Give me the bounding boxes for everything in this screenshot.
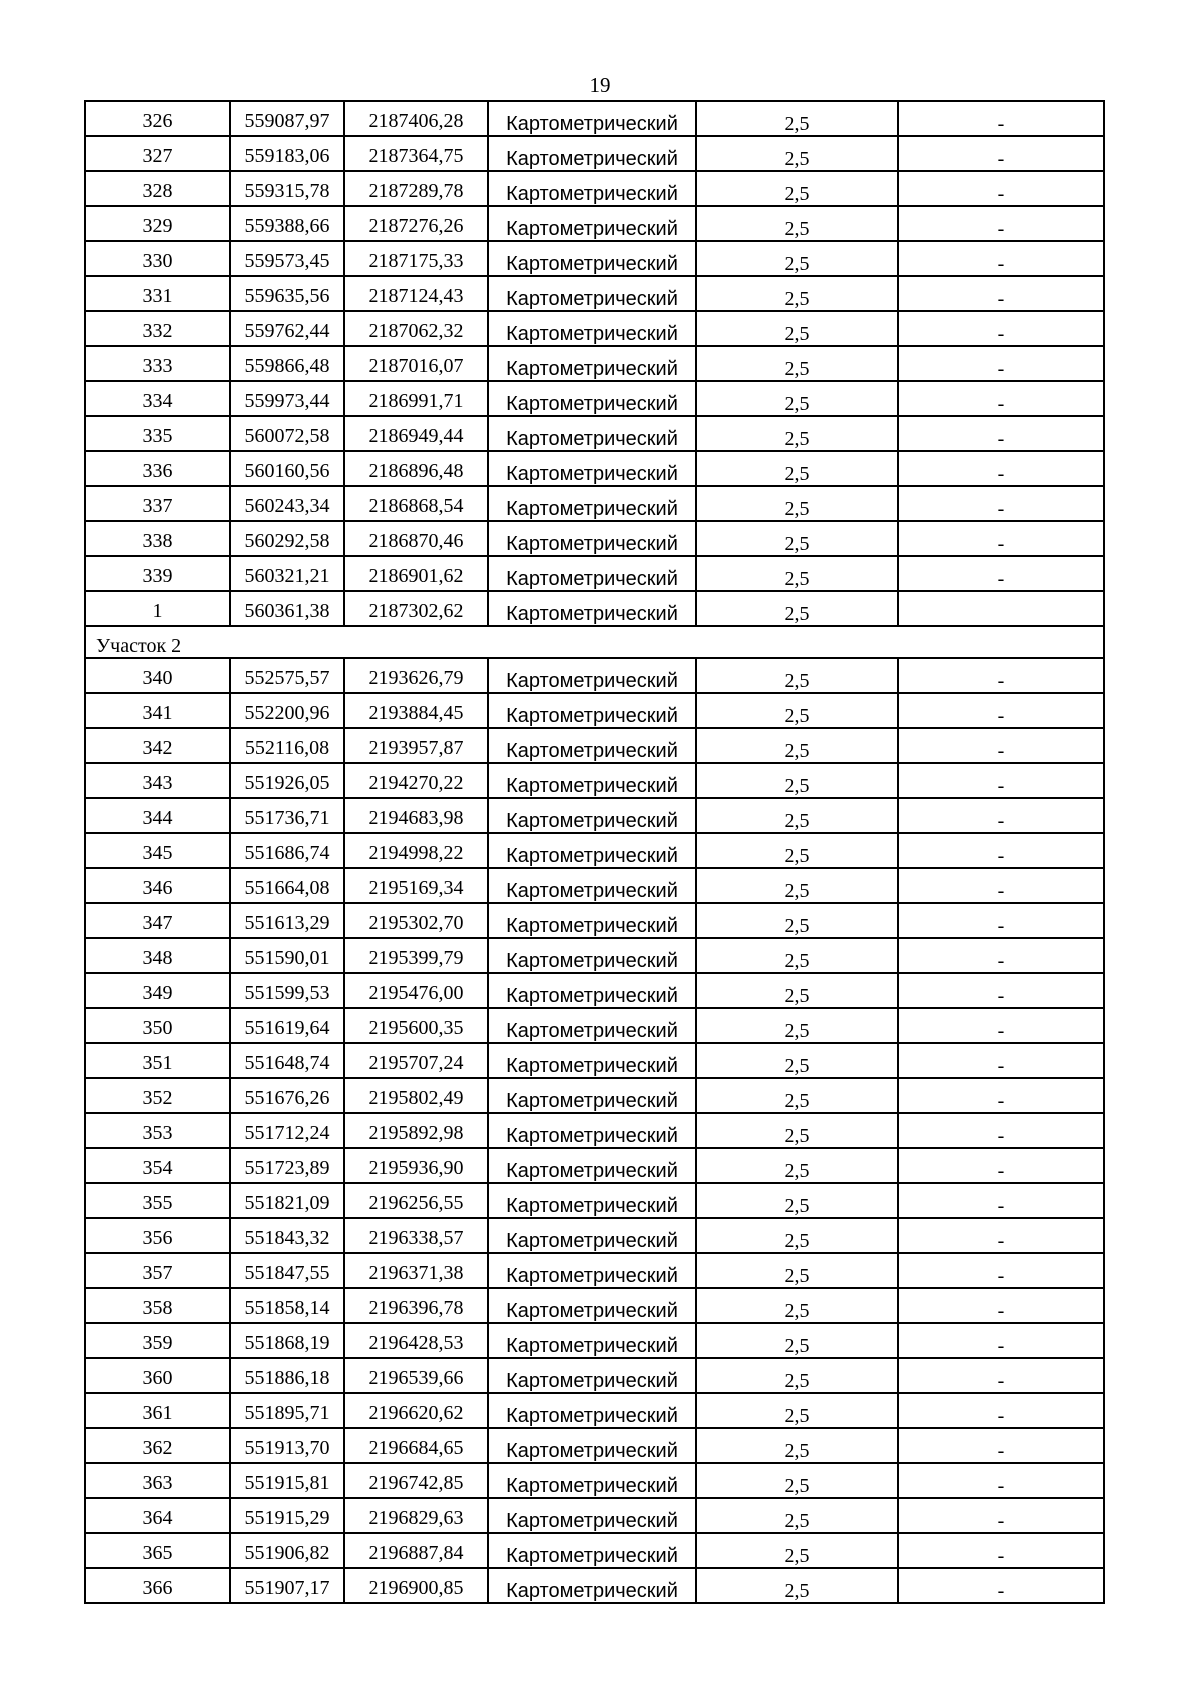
note-cell: -: [898, 346, 1104, 381]
error-cell: 2,5: [696, 381, 898, 416]
table-row: [85, 591, 1104, 626]
x-coordinate-cell: 560321,21: [230, 556, 344, 591]
table-row: [85, 1008, 1104, 1043]
x-coordinate-cell: 560072,58: [230, 416, 344, 451]
error-cell: 2,5: [696, 1533, 898, 1568]
method-cell: Картометрический: [488, 1533, 696, 1568]
x-coordinate-cell: 551906,82: [230, 1533, 344, 1568]
note-cell: -: [898, 1148, 1104, 1183]
table-row: [85, 868, 1104, 903]
error-cell: 2,5: [696, 693, 898, 728]
table-row: [85, 903, 1104, 938]
note-cell: -: [898, 1568, 1104, 1603]
error-cell: 2,5: [696, 763, 898, 798]
error-cell: 2,5: [696, 521, 898, 556]
method-cell: Картометрический: [488, 241, 696, 276]
table-row: [85, 521, 1104, 556]
y-coordinate-cell: 2187289,78: [344, 171, 488, 206]
error-cell: 2,5: [696, 1253, 898, 1288]
y-coordinate-cell: 2187364,75: [344, 136, 488, 171]
x-coordinate-cell: 560160,56: [230, 451, 344, 486]
point-number-cell: 342: [85, 728, 230, 763]
y-coordinate-cell: 2186896,48: [344, 451, 488, 486]
x-coordinate-cell: 551686,74: [230, 833, 344, 868]
x-coordinate-cell: 551915,81: [230, 1463, 344, 1498]
x-coordinate-cell: 560292,58: [230, 521, 344, 556]
point-number-cell: 347: [85, 903, 230, 938]
coordinates-table: [84, 100, 1105, 1604]
error-cell: 2,5: [696, 658, 898, 693]
table-row: [85, 1428, 1104, 1463]
error-cell: 2,5: [696, 1463, 898, 1498]
x-coordinate-cell: 551599,53: [230, 973, 344, 1008]
method-cell: Картометрический: [488, 693, 696, 728]
note-cell: -: [898, 693, 1104, 728]
y-coordinate-cell: 2196742,85: [344, 1463, 488, 1498]
table-row: [85, 1533, 1104, 1568]
table-row: [85, 1498, 1104, 1533]
note-cell: -: [898, 1428, 1104, 1463]
point-number-cell: 335: [85, 416, 230, 451]
note-cell: -: [898, 556, 1104, 591]
method-cell: Картометрический: [488, 833, 696, 868]
error-cell: 2,5: [696, 728, 898, 763]
point-number-cell: 356: [85, 1218, 230, 1253]
point-number-cell: 358: [85, 1288, 230, 1323]
y-coordinate-cell: 2186991,71: [344, 381, 488, 416]
y-coordinate-cell: 2187175,33: [344, 241, 488, 276]
error-cell: 2,5: [696, 1218, 898, 1253]
note-cell: -: [898, 763, 1104, 798]
table-row: [85, 833, 1104, 868]
point-number-cell: 343: [85, 763, 230, 798]
method-cell: Картометрический: [488, 1323, 696, 1358]
x-coordinate-cell: 559087,97: [230, 101, 344, 136]
note-cell: -: [898, 1358, 1104, 1393]
point-number-cell: 326: [85, 101, 230, 136]
table-row: [85, 556, 1104, 591]
table-row: [85, 1043, 1104, 1078]
table-row: [85, 1568, 1104, 1603]
error-cell: 2,5: [696, 1183, 898, 1218]
method-cell: Картометрический: [488, 1498, 696, 1533]
table-row: [85, 241, 1104, 276]
point-number-cell: 354: [85, 1148, 230, 1183]
point-number-cell: 357: [85, 1253, 230, 1288]
note-cell: -: [898, 1533, 1104, 1568]
table-row: [85, 973, 1104, 1008]
method-cell: Картометрический: [488, 556, 696, 591]
x-coordinate-cell: 551821,09: [230, 1183, 344, 1218]
x-coordinate-cell: 551926,05: [230, 763, 344, 798]
point-number-cell: 366: [85, 1568, 230, 1603]
note-cell: -: [898, 276, 1104, 311]
point-number-cell: 334: [85, 381, 230, 416]
point-number-cell: 359: [85, 1323, 230, 1358]
method-cell: Картометрический: [488, 1463, 696, 1498]
error-cell: 2,5: [696, 451, 898, 486]
x-coordinate-cell: 551895,71: [230, 1393, 344, 1428]
table-row: [85, 1148, 1104, 1183]
point-number-cell: 332: [85, 311, 230, 346]
table-row: [85, 1218, 1104, 1253]
error-cell: 2,5: [696, 1113, 898, 1148]
note-cell: -: [898, 136, 1104, 171]
table-row: [85, 381, 1104, 416]
method-cell: Картометрический: [488, 1183, 696, 1218]
table-row: [85, 451, 1104, 486]
note-cell: -: [898, 728, 1104, 763]
y-coordinate-cell: 2196684,65: [344, 1428, 488, 1463]
method-cell: Картометрический: [488, 1288, 696, 1323]
error-cell: 2,5: [696, 1568, 898, 1603]
table-row: [85, 1358, 1104, 1393]
method-cell: Картометрический: [488, 416, 696, 451]
error-cell: 2,5: [696, 868, 898, 903]
error-cell: 2,5: [696, 346, 898, 381]
point-number-cell: 336: [85, 451, 230, 486]
note-cell: -: [898, 1323, 1104, 1358]
point-number-cell: 360: [85, 1358, 230, 1393]
method-cell: Картометрический: [488, 101, 696, 136]
page-number: 19: [589, 73, 611, 97]
y-coordinate-cell: 2187016,07: [344, 346, 488, 381]
x-coordinate-cell: 552575,57: [230, 658, 344, 693]
table-row: [85, 1183, 1104, 1218]
note-cell: -: [898, 1113, 1104, 1148]
table-row: [85, 763, 1104, 798]
method-cell: Картометрический: [488, 276, 696, 311]
error-cell: 2,5: [696, 1008, 898, 1043]
y-coordinate-cell: 2195169,34: [344, 868, 488, 903]
error-cell: 2,5: [696, 1393, 898, 1428]
method-cell: Картометрический: [488, 171, 696, 206]
x-coordinate-cell: 551907,17: [230, 1568, 344, 1603]
x-coordinate-cell: 559973,44: [230, 381, 344, 416]
y-coordinate-cell: 2196887,84: [344, 1533, 488, 1568]
point-number-cell: 344: [85, 798, 230, 833]
note-cell: -: [898, 798, 1104, 833]
point-number-cell: 352: [85, 1078, 230, 1113]
x-coordinate-cell: 551712,24: [230, 1113, 344, 1148]
point-number-cell: 338: [85, 521, 230, 556]
note-cell: -: [898, 311, 1104, 346]
error-cell: 2,5: [696, 1078, 898, 1113]
point-number-cell: 345: [85, 833, 230, 868]
method-cell: Картометрический: [488, 451, 696, 486]
note-cell: -: [898, 1463, 1104, 1498]
y-coordinate-cell: 2194683,98: [344, 798, 488, 833]
method-cell: Картометрический: [488, 591, 696, 626]
x-coordinate-cell: 559762,44: [230, 311, 344, 346]
table-row: [85, 798, 1104, 833]
table-row: [85, 658, 1104, 693]
note-cell: -: [898, 973, 1104, 1008]
y-coordinate-cell: 2193884,45: [344, 693, 488, 728]
y-coordinate-cell: 2186949,44: [344, 416, 488, 451]
table-row: [85, 486, 1104, 521]
point-number-cell: 363: [85, 1463, 230, 1498]
point-number-cell: 331: [85, 276, 230, 311]
error-cell: 2,5: [696, 1358, 898, 1393]
x-coordinate-cell: 559388,66: [230, 206, 344, 241]
x-coordinate-cell: 551913,70: [230, 1428, 344, 1463]
y-coordinate-cell: 2193626,79: [344, 658, 488, 693]
x-coordinate-cell: 551619,64: [230, 1008, 344, 1043]
note-cell: -: [898, 381, 1104, 416]
x-coordinate-cell: 551858,14: [230, 1288, 344, 1323]
y-coordinate-cell: 2195399,79: [344, 938, 488, 973]
point-number-cell: 365: [85, 1533, 230, 1568]
point-number-cell: 330: [85, 241, 230, 276]
point-number-cell: 329: [85, 206, 230, 241]
error-cell: 2,5: [696, 973, 898, 1008]
point-number-cell: 341: [85, 693, 230, 728]
error-cell: 2,5: [696, 136, 898, 171]
y-coordinate-cell: 2193957,87: [344, 728, 488, 763]
note-cell: -: [898, 833, 1104, 868]
method-cell: Картометрический: [488, 1008, 696, 1043]
method-cell: Картометрический: [488, 1078, 696, 1113]
y-coordinate-cell: 2186870,46: [344, 521, 488, 556]
y-coordinate-cell: 2196428,53: [344, 1323, 488, 1358]
point-number-cell: 346: [85, 868, 230, 903]
section-header-row: [85, 626, 1104, 658]
table-row: [85, 311, 1104, 346]
x-coordinate-cell: 551847,55: [230, 1253, 344, 1288]
note-cell: -: [898, 451, 1104, 486]
y-coordinate-cell: 2196539,66: [344, 1358, 488, 1393]
table-row: [85, 1393, 1104, 1428]
y-coordinate-cell: 2186868,54: [344, 486, 488, 521]
y-coordinate-cell: 2187124,43: [344, 276, 488, 311]
note-cell: -: [898, 206, 1104, 241]
table-row: [85, 728, 1104, 763]
y-coordinate-cell: 2195707,24: [344, 1043, 488, 1078]
x-coordinate-cell: 551648,74: [230, 1043, 344, 1078]
error-cell: 2,5: [696, 1288, 898, 1323]
error-cell: 2,5: [696, 311, 898, 346]
table-row: [85, 1253, 1104, 1288]
point-number-cell: 348: [85, 938, 230, 973]
note-cell: [898, 591, 1104, 626]
error-cell: 2,5: [696, 276, 898, 311]
table-row: [85, 101, 1104, 136]
method-cell: Картометрический: [488, 381, 696, 416]
x-coordinate-cell: 560361,38: [230, 591, 344, 626]
point-number-cell: 362: [85, 1428, 230, 1463]
method-cell: Картометрический: [488, 938, 696, 973]
table-row: [85, 206, 1104, 241]
x-coordinate-cell: 551723,89: [230, 1148, 344, 1183]
x-coordinate-cell: 559183,06: [230, 136, 344, 171]
x-coordinate-cell: 559573,45: [230, 241, 344, 276]
method-cell: Картометрический: [488, 1568, 696, 1603]
x-coordinate-cell: 551613,29: [230, 903, 344, 938]
y-coordinate-cell: 2194270,22: [344, 763, 488, 798]
point-number-cell: 339: [85, 556, 230, 591]
error-cell: 2,5: [696, 903, 898, 938]
error-cell: 2,5: [696, 1323, 898, 1358]
error-cell: 2,5: [696, 556, 898, 591]
note-cell: -: [898, 1043, 1104, 1078]
table-row: [85, 1078, 1104, 1113]
point-number-cell: 361: [85, 1393, 230, 1428]
method-cell: Картометрический: [488, 346, 696, 381]
table-body: [85, 101, 1104, 1603]
x-coordinate-cell: 552116,08: [230, 728, 344, 763]
note-cell: -: [898, 1183, 1104, 1218]
table-row: [85, 938, 1104, 973]
x-coordinate-cell: 552200,96: [230, 693, 344, 728]
method-cell: Картометрический: [488, 798, 696, 833]
method-cell: Картометрический: [488, 658, 696, 693]
note-cell: -: [898, 938, 1104, 973]
point-number-cell: 350: [85, 1008, 230, 1043]
x-coordinate-cell: 551868,19: [230, 1323, 344, 1358]
note-cell: -: [898, 521, 1104, 556]
method-cell: Картометрический: [488, 763, 696, 798]
method-cell: Картометрический: [488, 136, 696, 171]
note-cell: -: [898, 903, 1104, 938]
error-cell: 2,5: [696, 938, 898, 973]
point-number-cell: 340: [85, 658, 230, 693]
y-coordinate-cell: 2195892,98: [344, 1113, 488, 1148]
table-row: [85, 693, 1104, 728]
error-cell: 2,5: [696, 171, 898, 206]
y-coordinate-cell: 2187302,62: [344, 591, 488, 626]
method-cell: Картометрический: [488, 206, 696, 241]
error-cell: 2,5: [696, 833, 898, 868]
point-number-cell: 353: [85, 1113, 230, 1148]
error-cell: 2,5: [696, 416, 898, 451]
y-coordinate-cell: 2196900,85: [344, 1568, 488, 1603]
y-coordinate-cell: 2187062,32: [344, 311, 488, 346]
point-number-cell: 327: [85, 136, 230, 171]
x-coordinate-cell: 551736,71: [230, 798, 344, 833]
note-cell: -: [898, 658, 1104, 693]
y-coordinate-cell: 2195600,35: [344, 1008, 488, 1043]
y-coordinate-cell: 2195476,00: [344, 973, 488, 1008]
note-cell: -: [898, 1288, 1104, 1323]
note-cell: -: [898, 1253, 1104, 1288]
method-cell: Картометрический: [488, 868, 696, 903]
table-row: [85, 416, 1104, 451]
x-coordinate-cell: 551590,01: [230, 938, 344, 973]
note-cell: -: [898, 868, 1104, 903]
note-cell: -: [898, 241, 1104, 276]
method-cell: Картометрический: [488, 1253, 696, 1288]
method-cell: Картометрический: [488, 973, 696, 1008]
method-cell: Картометрический: [488, 311, 696, 346]
section-title: Участок 2: [85, 626, 1104, 658]
note-cell: -: [898, 1008, 1104, 1043]
method-cell: Картометрический: [488, 903, 696, 938]
method-cell: Картометрический: [488, 728, 696, 763]
y-coordinate-cell: 2196829,63: [344, 1498, 488, 1533]
point-number-cell: 364: [85, 1498, 230, 1533]
y-coordinate-cell: 2186901,62: [344, 556, 488, 591]
x-coordinate-cell: 551915,29: [230, 1498, 344, 1533]
method-cell: Картометрический: [488, 1358, 696, 1393]
table-row: [85, 276, 1104, 311]
table-row: [85, 1288, 1104, 1323]
y-coordinate-cell: 2196371,38: [344, 1253, 488, 1288]
x-coordinate-cell: 559635,56: [230, 276, 344, 311]
method-cell: Картометрический: [488, 486, 696, 521]
table-row: [85, 1323, 1104, 1358]
y-coordinate-cell: 2196620,62: [344, 1393, 488, 1428]
error-cell: 2,5: [696, 241, 898, 276]
table-row: [85, 346, 1104, 381]
error-cell: 2,5: [696, 206, 898, 241]
y-coordinate-cell: 2196396,78: [344, 1288, 488, 1323]
note-cell: -: [898, 1498, 1104, 1533]
y-coordinate-cell: 2195302,70: [344, 903, 488, 938]
y-coordinate-cell: 2187276,26: [344, 206, 488, 241]
x-coordinate-cell: 551676,26: [230, 1078, 344, 1113]
method-cell: Картометрический: [488, 1218, 696, 1253]
table-row: [85, 136, 1104, 171]
note-cell: -: [898, 171, 1104, 206]
table-row: [85, 171, 1104, 206]
point-number-cell: 349: [85, 973, 230, 1008]
point-number-cell: 333: [85, 346, 230, 381]
method-cell: Картометрический: [488, 1428, 696, 1463]
y-coordinate-cell: 2195936,90: [344, 1148, 488, 1183]
x-coordinate-cell: 551886,18: [230, 1358, 344, 1393]
method-cell: Картометрический: [488, 1113, 696, 1148]
error-cell: 2,5: [696, 486, 898, 521]
point-number-cell: 337: [85, 486, 230, 521]
point-number-cell: 1: [85, 591, 230, 626]
error-cell: 2,5: [696, 798, 898, 833]
note-cell: -: [898, 101, 1104, 136]
error-cell: 2,5: [696, 1043, 898, 1078]
x-coordinate-cell: 559866,48: [230, 346, 344, 381]
error-cell: 2,5: [696, 591, 898, 626]
method-cell: Картометрический: [488, 1393, 696, 1428]
note-cell: -: [898, 1078, 1104, 1113]
x-coordinate-cell: 560243,34: [230, 486, 344, 521]
method-cell: Картометрический: [488, 521, 696, 556]
note-cell: -: [898, 1393, 1104, 1428]
error-cell: 2,5: [696, 101, 898, 136]
note-cell: -: [898, 486, 1104, 521]
method-cell: Картометрический: [488, 1148, 696, 1183]
error-cell: 2,5: [696, 1148, 898, 1183]
note-cell: -: [898, 416, 1104, 451]
method-cell: Картометрический: [488, 1043, 696, 1078]
error-cell: 2,5: [696, 1498, 898, 1533]
y-coordinate-cell: 2195802,49: [344, 1078, 488, 1113]
error-cell: 2,5: [696, 1428, 898, 1463]
point-number-cell: 355: [85, 1183, 230, 1218]
x-coordinate-cell: 559315,78: [230, 171, 344, 206]
y-coordinate-cell: 2196338,57: [344, 1218, 488, 1253]
note-cell: -: [898, 1218, 1104, 1253]
y-coordinate-cell: 2194998,22: [344, 833, 488, 868]
point-number-cell: 351: [85, 1043, 230, 1078]
y-coordinate-cell: 2187406,28: [344, 101, 488, 136]
x-coordinate-cell: 551664,08: [230, 868, 344, 903]
y-coordinate-cell: 2196256,55: [344, 1183, 488, 1218]
x-coordinate-cell: 551843,32: [230, 1218, 344, 1253]
table-row: [85, 1113, 1104, 1148]
table-row: [85, 1463, 1104, 1498]
point-number-cell: 328: [85, 171, 230, 206]
